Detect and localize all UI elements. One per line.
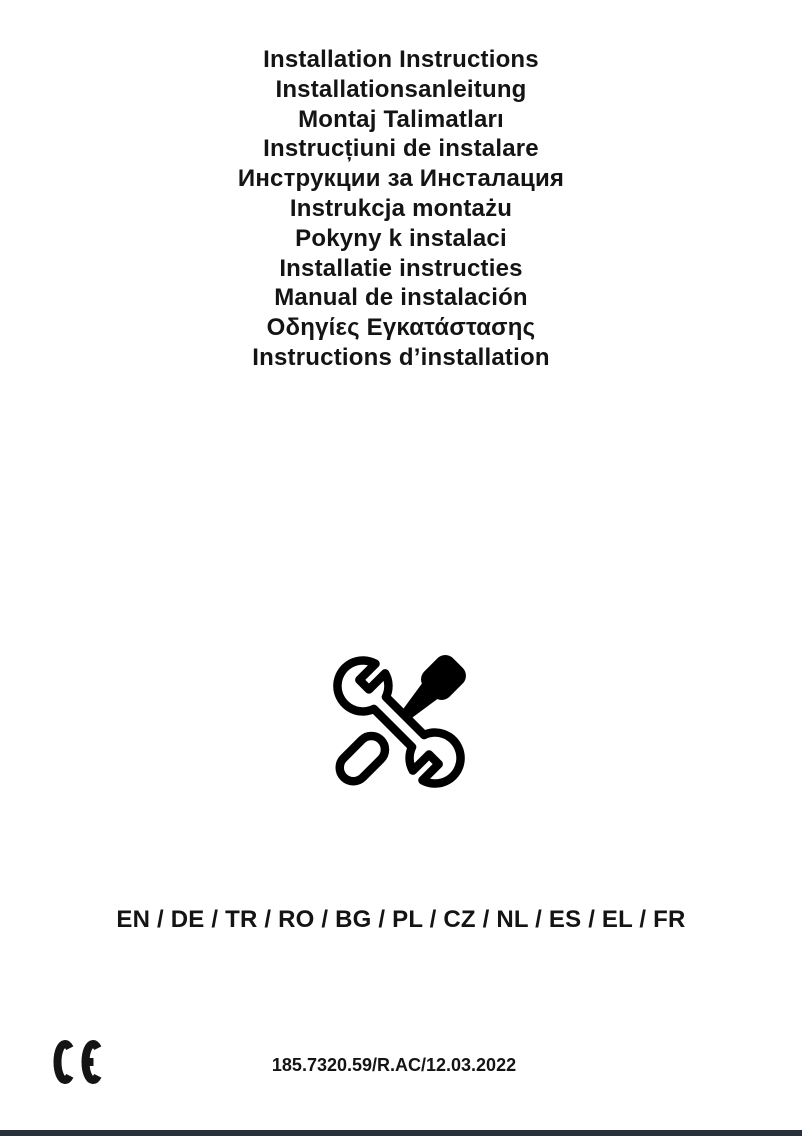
wrench-screwdriver-icon — [314, 637, 484, 807]
document-number: 185.7320.59/R.AC/12.03.2022 — [271, 1055, 517, 1075]
title-line-de: Installationsanleitung — [275, 75, 527, 103]
title-line-el: Οδηγίες Εγκατάστασης — [266, 314, 536, 342]
title-line-tr: Montaj Talimatları — [298, 105, 504, 133]
title-line-cz: Pokyny k instalaci — [295, 224, 507, 252]
title-line-en: Installation Instructions — [263, 46, 539, 73]
bottom-bar — [0, 1130, 802, 1136]
title-block — [0, 45, 802, 373]
title-line-nl: Installatie instructies — [279, 254, 523, 282]
title-line-ro: Instrucțiuni de instalare — [263, 135, 539, 163]
title-line-es: Manual de instalación — [274, 284, 528, 312]
language-codes: EN / DE / TR / RO / BG / PL / CZ / NL / ES / EL / FR — [116, 906, 686, 933]
title-line-fr: Instructions d’installation — [252, 343, 550, 371]
title-line-pl: Instrukcja montażu — [289, 194, 513, 222]
title-line-bg: Инструкции за Инсталация — [237, 165, 565, 193]
